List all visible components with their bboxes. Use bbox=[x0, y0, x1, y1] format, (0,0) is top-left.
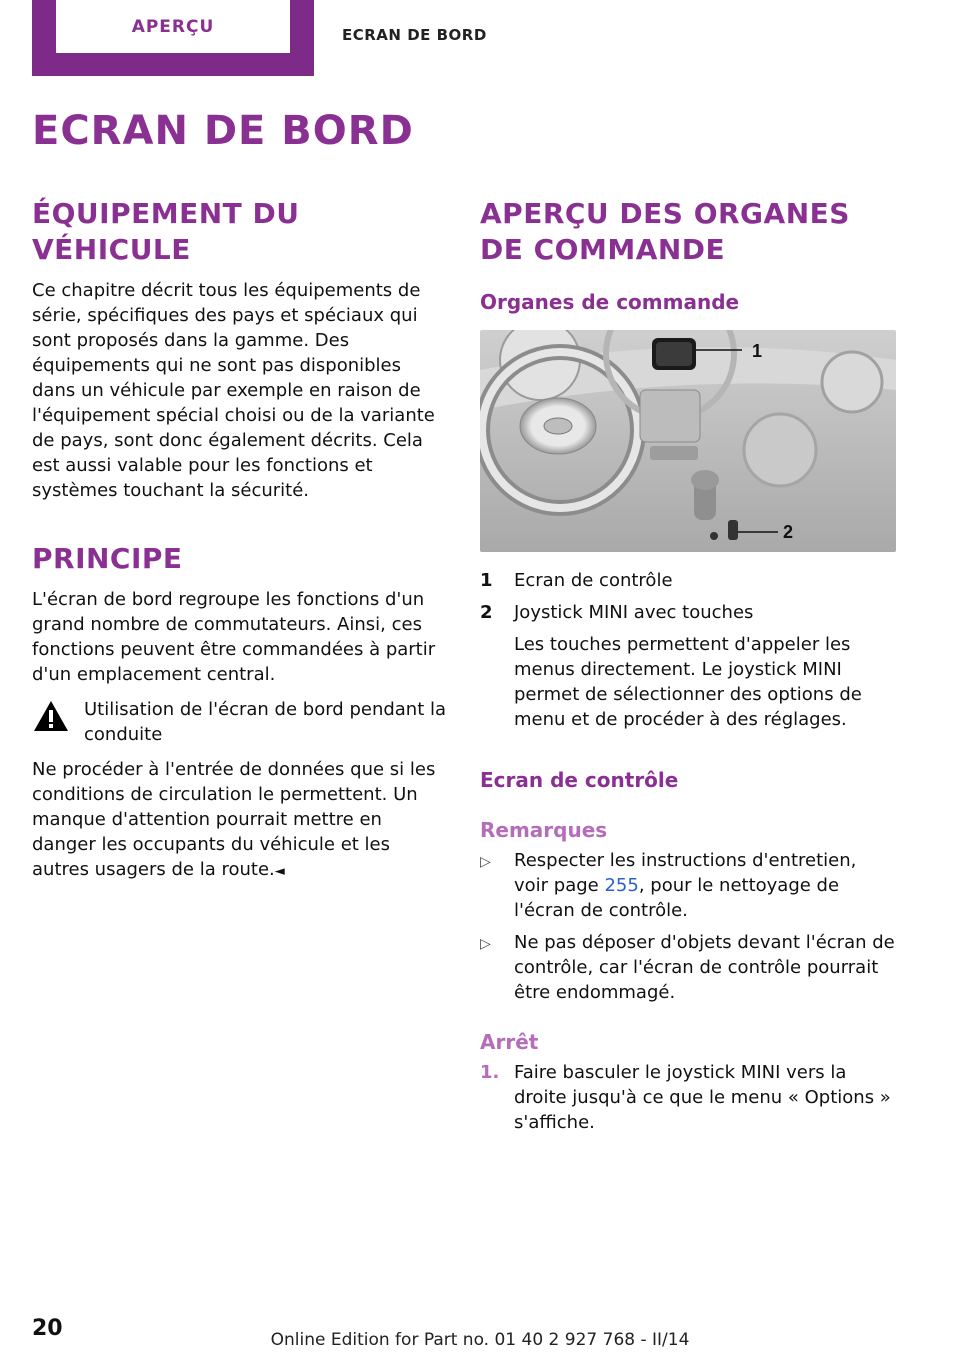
item-number: 2 bbox=[480, 602, 493, 623]
figure-label-1: 1 bbox=[752, 341, 763, 361]
note-1-post: , pour le nettoyage de l'écran de contrôle. bbox=[514, 875, 840, 921]
note-2: Ne pas déposer d'objets devant l'écran de contrôle, car l'écran de contrôle pourrait être endommagé. bbox=[514, 932, 895, 1003]
list-item bbox=[480, 930, 896, 1005]
note-1 bbox=[514, 848, 896, 923]
footer-edition: Online Edition for Part no. 01 40 2 927 768 - II/14 bbox=[270, 1330, 690, 1350]
tab-apercu[interactable] bbox=[32, 0, 314, 76]
warning-body-text: Ne procéder à l'entrée de données que si les conditions de circulation le permettent. Un manque d'attention pourrait mettre en danger les occupants du véhicule et les autres usagers de la route. bbox=[32, 759, 436, 880]
tab-apercu-inner bbox=[56, 0, 290, 53]
right-column bbox=[480, 196, 896, 1135]
tab-apercu-label: APERÇU bbox=[131, 16, 215, 37]
page-title: ECRAN DE BORD bbox=[32, 108, 414, 154]
warning-title: Utilisation de l'écran de bord pendant la conduite bbox=[84, 699, 447, 745]
controls-subheading: Organes de commande bbox=[480, 290, 740, 314]
dashboard-photo bbox=[480, 330, 896, 552]
page-link-255[interactable]: 255 bbox=[604, 875, 639, 896]
note-1-pre: Respecter les instructions d'entretien, voir page bbox=[514, 850, 857, 896]
controls-overview-heading: APERÇU DES ORGANES DE COMMANDE bbox=[480, 197, 850, 266]
bullet-triangle-icon: ▷ bbox=[480, 936, 491, 952]
notes-heading: Remarques bbox=[480, 818, 608, 842]
item-number: 1 bbox=[480, 570, 493, 591]
list-item bbox=[480, 600, 896, 625]
page-number: 20 bbox=[32, 1316, 63, 1341]
step-text: Faire basculer le joystick MINI vers la droite jusqu'à ce que le menu « Options » s'affiche. bbox=[514, 1062, 891, 1133]
item-2-detail: Les touches permettent d'appeler les menus directement. Le joystick MINI permet de sélectionner des options de menu et de procéder à des réglages. bbox=[514, 634, 862, 730]
warning-triangle-icon bbox=[32, 699, 70, 733]
warning-body bbox=[32, 757, 448, 884]
list-item bbox=[480, 1060, 896, 1135]
item-text: Ecran de contrôle bbox=[514, 570, 673, 591]
principle-heading: PRINCIPE bbox=[32, 542, 183, 575]
step-number: 1. bbox=[480, 1062, 500, 1083]
notes-list bbox=[480, 848, 896, 1005]
end-mark: ◄ bbox=[274, 864, 285, 879]
equipment-heading: ÉQUIPEMENT DU VÉHICULE bbox=[32, 197, 300, 266]
bullet-triangle-icon: ▷ bbox=[480, 854, 491, 870]
list-item bbox=[480, 848, 896, 923]
off-steps bbox=[480, 1060, 896, 1135]
screen-subheading: Ecran de contrôle bbox=[480, 768, 679, 792]
off-heading: Arrêt bbox=[480, 1030, 539, 1054]
item-text: Joystick MINI avec touches bbox=[514, 602, 754, 623]
warning-block bbox=[32, 697, 448, 747]
equipment-body: Ce chapitre décrit tous les équipements de série, spécifiques des pays et spéciaux qui sont proposés dans la gamme. Des équipements qui ne sont pas disponibles dans un véhicule par exemple en raison de l'équipement spécial choisi ou de la variante de pays, sont donc également décrits. Cela est aussi valable pour les fonctions et systèmes touchant la sécurité. bbox=[32, 280, 435, 501]
list-item bbox=[480, 568, 896, 593]
left-column bbox=[32, 196, 448, 884]
controls-list bbox=[480, 568, 896, 625]
principle-body: L'écran de bord regroupe les fonctions d'un grand nombre de commutateurs. Ainsi, ces fonctions peuvent être commandées à partir d'un emplacement central. bbox=[32, 589, 436, 685]
tab-section-label: ECRAN DE BORD bbox=[342, 26, 487, 44]
figure-label-2: 2 bbox=[783, 522, 794, 542]
